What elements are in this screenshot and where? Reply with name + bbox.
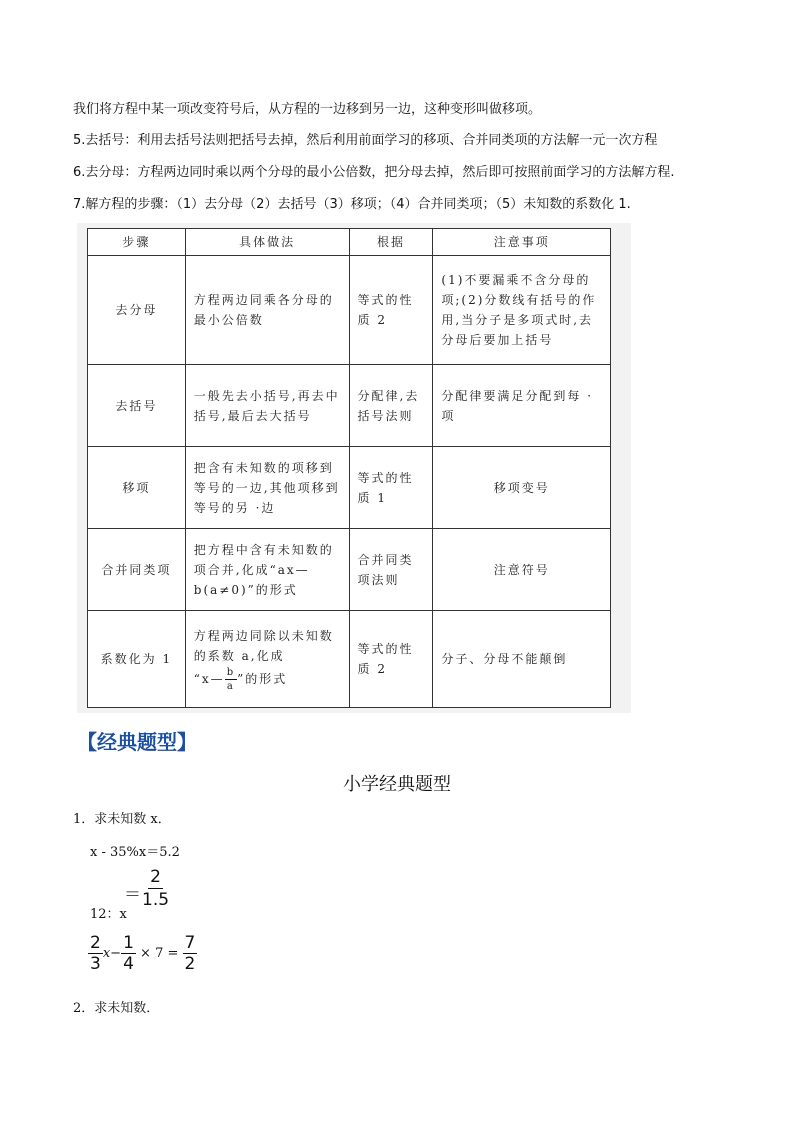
cell-step: 系数化为 1	[88, 611, 186, 708]
steps-table	[87, 228, 611, 708]
table-row	[88, 365, 611, 447]
cell-method: 把含有未知数的项移到等号的一边,其他项移到等号的另 ·边	[185, 447, 349, 529]
frac-den: a	[226, 680, 235, 692]
intro-line-6: 6.去分母：方程两边同时乘以两个分母的最小公倍数，把分母去掉，然后即可按照前面学习的方法解方程.	[73, 165, 675, 180]
cell-basis: 等式的性质 1	[349, 447, 433, 529]
header-method: 具体做法	[185, 229, 349, 256]
frac-num: b	[226, 666, 236, 678]
section-title: 【经典题型】	[77, 730, 197, 754]
eq3-x: x	[102, 946, 111, 961]
cell-note: 分子、分母不能颠倒	[433, 611, 611, 708]
intro-line-1: 我们将方程中某一项改变符号后，从方程的一边移到另一边，这种变形叫做移项。	[73, 102, 542, 117]
eq3-f2-num: 1	[123, 933, 134, 953]
cell-basis: 分配律,去括号法则	[349, 365, 433, 447]
method-open: “x—	[193, 671, 225, 686]
eq3-f1-num: 2	[90, 933, 101, 953]
intro-line-5: 5.去括号：利用去括号法则把括号去掉，然后利用前面学习的移项、合并同类项的方法解一元一次方程	[73, 133, 658, 148]
fraction-b-over-a	[225, 666, 237, 693]
eq3-fraction-2	[121, 933, 136, 974]
eq2-equals: ＝	[124, 885, 141, 905]
subtitle: 小学经典题型	[343, 774, 451, 795]
table-row	[88, 447, 611, 529]
table-row	[88, 611, 611, 708]
cell-note: 移项变号	[433, 447, 611, 529]
cell-note: (1)不要漏乘不含分母的项;(2)分数线有括号的作用,当分子是多项式时,去分母后要加上括号	[433, 256, 611, 365]
header-basis: 根据	[349, 229, 433, 256]
question-1-label: 1．求未知数 x．	[73, 812, 171, 827]
table-header-row	[88, 229, 611, 256]
cell-basis: 等式的性质 2	[349, 611, 433, 708]
cell-method: 把方程中含有未知数的项合并,化成“ax—b(a≠0)”的形式	[185, 529, 349, 611]
table-row	[88, 256, 611, 365]
eq2-left: 12：x	[90, 907, 127, 922]
cell-method: 一般先去小括号,再去中括号,最后去大括号	[185, 365, 349, 447]
eq2-fraction	[140, 866, 171, 911]
cell-step: 去分母	[88, 256, 186, 365]
table-row	[88, 529, 611, 611]
method-text: 方程两边同除以未知数的系数 a,化成	[193, 628, 334, 663]
cell-basis: 等式的性质 2	[349, 256, 433, 365]
eq3-f1-den: 3	[90, 954, 101, 974]
cell-method: 方程两边同乘各分母的最小公倍数	[185, 256, 349, 365]
cell-note: 注意符号	[433, 529, 611, 611]
cell-step: 移项	[88, 447, 186, 529]
question-2-label: 2．求未知数．	[73, 1001, 160, 1016]
steps-table-image	[77, 223, 631, 713]
eq3-minus: −	[110, 946, 122, 961]
header-step: 步骤	[88, 229, 186, 256]
eq3-f3-den: 2	[184, 954, 196, 974]
cell-step: 去括号	[88, 365, 186, 447]
cell-method	[185, 611, 349, 708]
method-close: ”的形式	[237, 671, 288, 686]
eq3-fraction-3	[183, 933, 198, 974]
eq2-num: 2	[150, 867, 161, 887]
cell-note: 分配律要满足分配到每 ·项	[433, 365, 611, 447]
eq3-mid: × 7 =	[140, 946, 179, 961]
equation-1: x - 35%x＝5.2	[90, 845, 180, 860]
eq2-den: 1.5	[142, 890, 170, 910]
eq3-f2-den: 4	[123, 954, 134, 974]
cell-basis: 合并同类项法则	[349, 529, 433, 611]
header-note: 注意事项	[433, 229, 611, 256]
equation-3	[88, 933, 197, 974]
eq3-fraction-1	[88, 933, 103, 974]
eq3-f3-num: 7	[184, 933, 196, 953]
cell-step: 合并同类项	[88, 529, 186, 611]
intro-line-7: 7.解方程的步骤：（1）去分母（2）去括号（3）移项；（4）合并同类项；（5）未知数的系数化 1.	[73, 197, 631, 212]
